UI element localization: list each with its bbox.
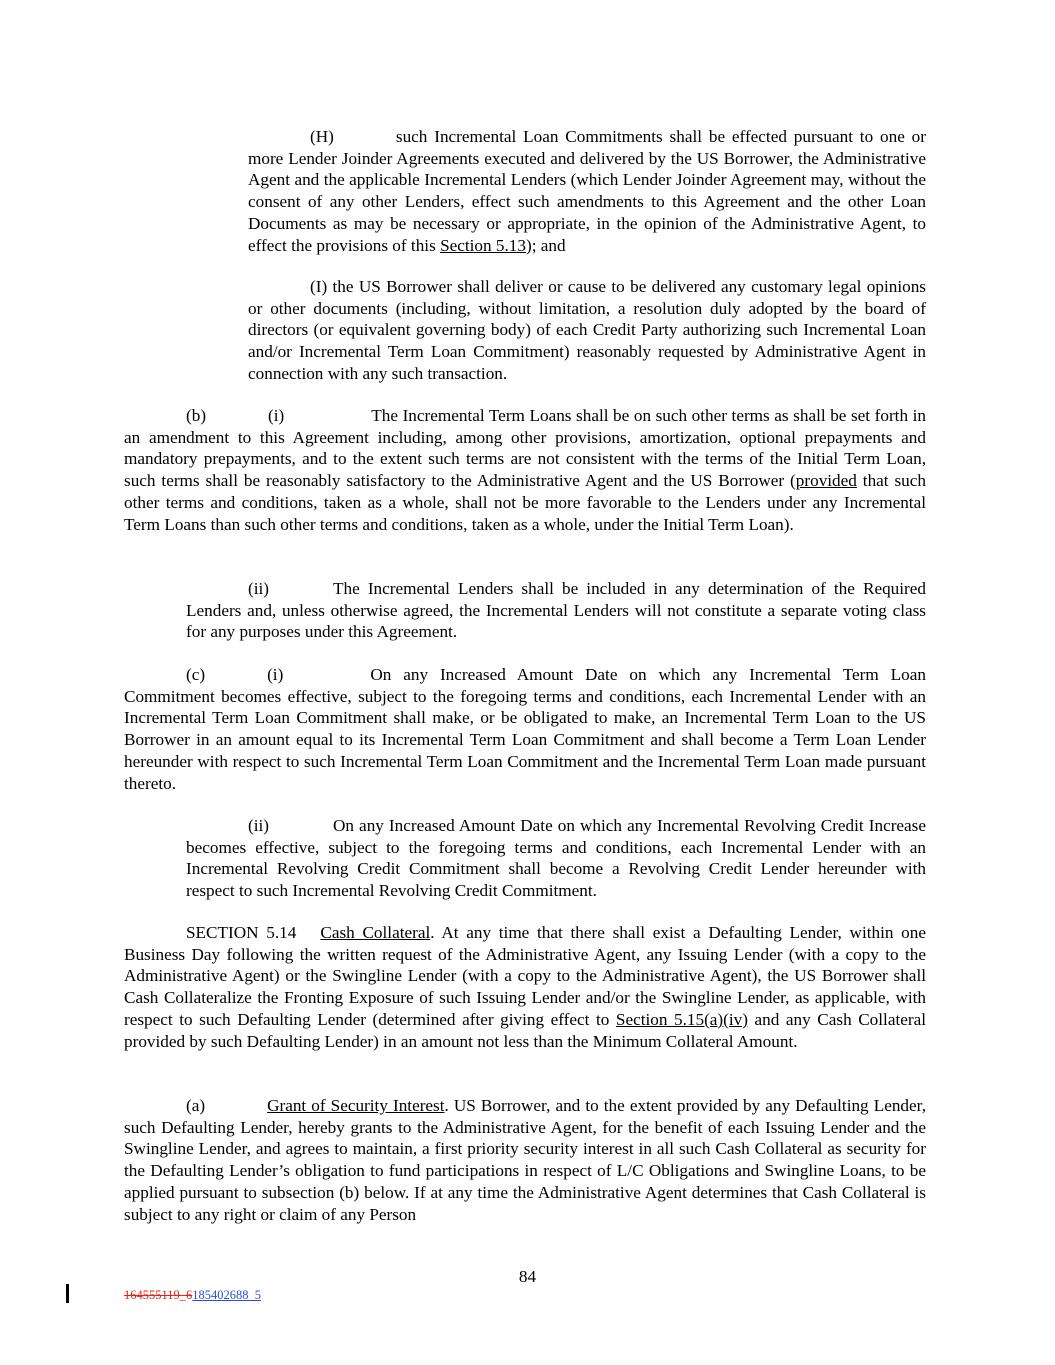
- paragraph-h-text: such Incremental Loan Commitments shall be effected pursuant to one or more Lender Joinder Agreements executed and delivered by the US Borrower, the Administrative Agent and the applicable Incremental Lenders (which Lender Joinder Agreement may, without the consent of any other Lenders, effect such amendments to this Agreement and the other Loan Documents as may be necessary or appropriate, in the opinion of the Administrative Agent, to effect the provisions of this: [248, 127, 926, 255]
- paragraph-c-i-text: On any Increased Amount Date on which any Incremental Term Loan Commitment becomes effective, subject to the foregoing terms and conditions, each Incremental Lender with an Incremental Term Loan Commitment shall make, or be obligated to make, an Incremental Term Loan to the US Borrower in an amount equal to its Incremental Term Loan Commitment and shall become a Term Loan Lender hereunder with respect to such Incremental Term Loan Commitment and the Incremental Term Loan made pursuant thereto.: [124, 665, 926, 793]
- paragraph-h-tail: ); and: [526, 235, 566, 255]
- marker-c-i: (i): [267, 665, 284, 684]
- paragraph-a-text: . US Borrower, and to the extent provided by any Defaulting Lender, such Defaulting Lender, hereby grants to the Administrative Agent, for the benefit of each Issuing Lender and the Swingline Lender, and agrees to maintain, a first priority security interest in all such Cash Collateral as security for the Defaulting Lender’s obligation to fund participations in respect of L/C Obligations and Swingline Loans, to be applied pursuant to subsection (b) below. If at any time the Administrative Agent determines that Cash Collateral is subject to any right or claim of any Person: [124, 1096, 926, 1224]
- marker-b-i: (i): [268, 406, 285, 425]
- section-5-14-heading: SECTION 5.14: [186, 923, 297, 942]
- page-number: 84: [518, 1267, 537, 1286]
- paragraph-b-i-text-2: that such other terms and conditions, taken as a whole, shall not be more favorable to the Lenders under any Incremental Term Loans than such other terms and conditions, taken as a whole, under the Initial Term Loan).: [124, 471, 926, 534]
- paragraph-b-i-text: The Incremental Term Loans shall be on such other terms as shall be set forth in an amendment to this Agreement including, among other provisions, amortization, optional prepayments and mandatory prepayments, and to the extent such terms are not consistent with the terms of the Initial Term Loan, such terms shall be reasonably satisfactory to the Administrative Agent and the US Borrower (: [124, 406, 926, 491]
- paragraph-b-ii-text: The Incremental Lenders shall be included in any determination of the Required Lenders and, unless otherwise agreed, the Incremental Lenders will not constitute a separate voting class for any purposes under this Agreement.: [186, 579, 926, 642]
- paragraph-c-ii: [186, 815, 926, 902]
- deleted-document-id: 164555119_6: [124, 1288, 193, 1302]
- grant-of-security-interest-title: Grant of Security Interest: [267, 1096, 445, 1115]
- section-5-14: [124, 922, 926, 1052]
- marker-b-ii: (ii): [248, 579, 269, 598]
- paragraph-c-i: [124, 664, 926, 794]
- paragraph-i: (I) the US Borrower shall deliver or cause to be delivered any customary legal opinions or other documents (including, without limitation, a resolution duly adopted by the board of directors (or equivalent governing body) of each Credit Party authorizing such Incremental Loan and/or Incremental Term Loan Commitment) reasonably requested by Administrative Agent in connection with any such transaction.: [248, 277, 926, 383]
- section-5-14-text-2: and any Cash Collateral provided by such Defaulting Lender) in an amount not less than the Minimum Collateral Amount.: [124, 1009, 926, 1051]
- section-5-13-link[interactable]: Section 5.13: [440, 235, 526, 255]
- section-5-15-link[interactable]: Section 5.15(a)(iv): [615, 1009, 748, 1029]
- change-bar: [66, 1284, 69, 1303]
- paragraph-b-i: [124, 405, 926, 535]
- marker-a: (a): [186, 1096, 206, 1115]
- marker-h: (H): [310, 127, 334, 146]
- paragraph-h: [248, 126, 926, 256]
- section-5-14-title: Cash Collateral: [320, 923, 431, 942]
- section-5-14-text: . At any time that there shall exist a Defaulting Lender, within one Business Day following the written request of the Administrative Agent, any Issuing Lender (with a copy to the Administrative Agent) or the Swingline Lender (with a copy to the Administrative Agent), the US Borrower shall Cash Collateralize the Fronting Exposure of such Issuing Lender and/or the Swingline Lender, as applicable, with respect to such Defaulting Lender (determined after giving effect to: [124, 923, 926, 1029]
- marker-c: (c): [186, 665, 206, 684]
- paragraph-b-ii: [186, 578, 926, 643]
- provided-term: provided: [795, 471, 857, 491]
- document-id-footer: [124, 1288, 261, 1302]
- marker-c-ii: (ii): [248, 816, 269, 835]
- inserted-document-id: 185402688_5: [192, 1288, 262, 1302]
- marker-b: (b): [186, 406, 207, 425]
- paragraph-c-ii-text: On any Increased Amount Date on which any Incremental Revolving Credit Increase becomes effective, subject to the foregoing terms and conditions, each Incremental Lender with an Incremental Revolving Credit Commitment shall become a Revolving Credit Lender hereunder with respect to such Incremental Revolving Credit Commitment.: [186, 816, 926, 901]
- paragraph-a: [124, 1095, 926, 1225]
